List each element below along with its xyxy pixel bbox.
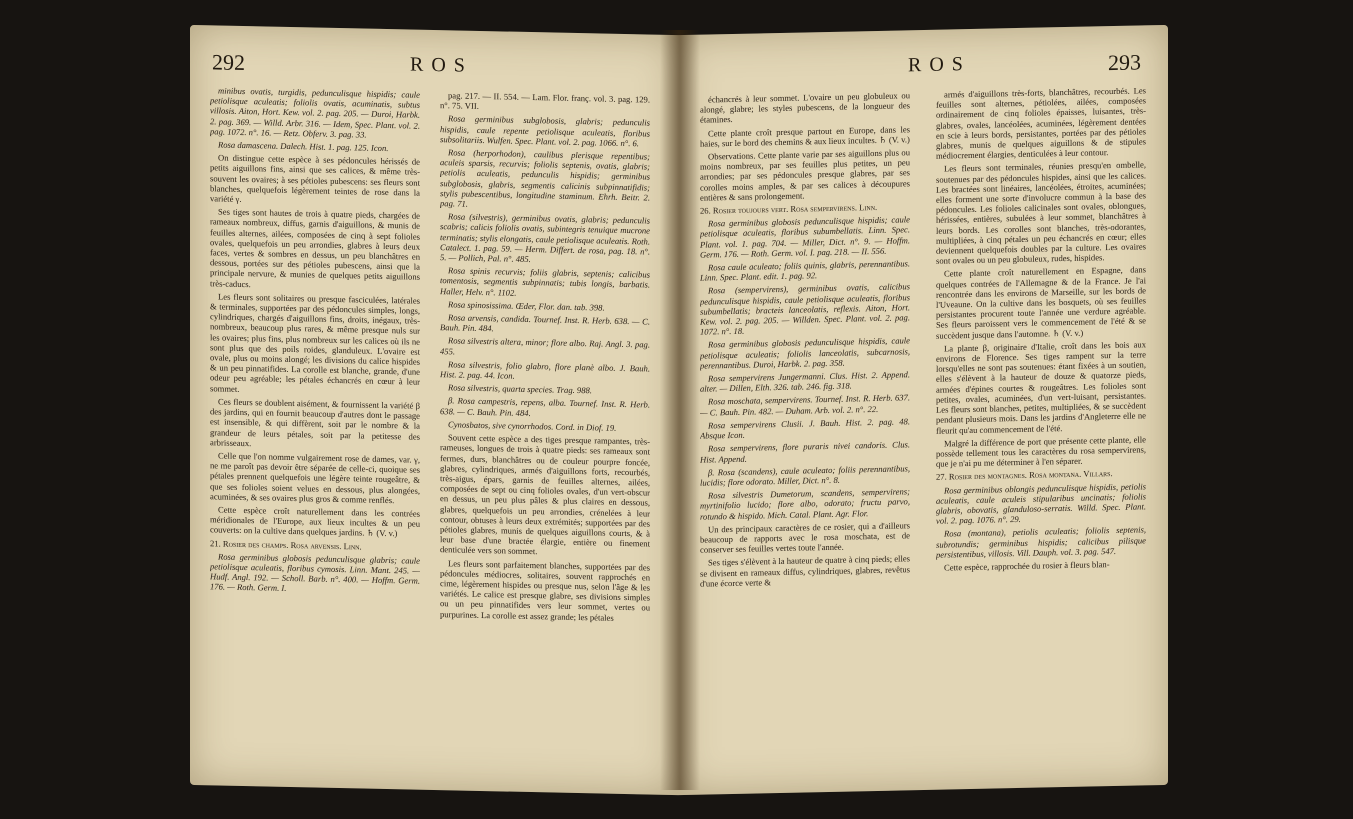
- left-column-2: [440, 90, 650, 784]
- paragraph: La plante β, originaire d'Italie, croît dans les bois aux environs de Florence. Ses tiges rampent sur la terre lorsqu'elles ne sont pas soutenues: étant fixées à un soutien, elles s'élèvent à la hauteur de douze & quatorze pieds, armées d'épines courtes & rougeâtres. Les folioles sont petites, ovales, acuminées, d'un vert-luisant, persistantes. Les fleurs sont blanches, petites, multipliées, & se succèdent pendant plusieurs mois. Dans les jardins d'Angleterre elle ne fleurit qu'au commencement de l'été.: [936, 339, 1146, 436]
- paragraph: Observations. Cette plante varie par ses aiguillons plus ou moins nombreux, par ses feuilles plus petites, un peu arrondies; par ses pédoncules presque glabres, par ses corolles moins amples, & par ses calices à découpures entières & sans prolongement.: [700, 147, 910, 203]
- paragraph: Celle que l'on nomme vulgairement rose de dames, var. γ, ne me paroît pas devoir être séparée de celle-ci, quoique ses pétales prennent quelquefois une légère teinte rougeâtre, & que ses folioles soient velues en dessous, plus alongées, acuminées, & ses ovaires plus gros & comme renflés.: [210, 450, 420, 505]
- paragraph: Rosa germinibus subglobosis, glabris; pedunculis hispidis, caule repente petiolisque aculeatis, floribus subsolitariis. Wulfen. Spec. Plant. vol. 2. pag. 1066. n°. 6.: [440, 113, 650, 149]
- paragraph: Cynosbatos, sive cynorrhodos. Cord. in Diof. 19.: [448, 419, 617, 433]
- paragraph: Rosa germinibus globosis pedunculisque hispidis; caule petiolisque aculeatis, floribus subumbellatis. Linn. Spec. Plant. vol. 1. pag. 704. — Miller, Dict. n°. 9. — Hoffm. Germ. 176. — Roth. Germ. vol. I. pag. 218. — II. 556.: [700, 214, 910, 260]
- left-column-1: [210, 85, 420, 779]
- right-running-head: [678, 45, 1168, 83]
- paragraph: pag. 217. — II. 554. — Lam. Flor. franç. vol. 3. pag. 129. n°. 75. VII.: [440, 90, 650, 112]
- paragraph: Rosa sempervirens, flore puraris nivei candoris. Clus. Hist. Append.: [700, 439, 910, 465]
- right-column-2: [936, 85, 1146, 779]
- entry-heading: 21. Rosier des champs. Rosa arvensis. Linn.: [210, 537, 362, 552]
- paragraph: Rosa silvestris altera, minor; flore albo. Raj. Angl. 3. pag. 455.: [440, 335, 650, 357]
- paragraph: β. Rosa (scandens), caule aculeato; foliis perennantibus, lucidis; flore odorato. Miller, Dict. n°. 8.: [700, 462, 910, 488]
- paragraph: Rosa (herporhodon), caulibus plerisque repentibus; aculeis sparsis, recurvis; foliolis septenis, ovatis, glabris; petiolis aculeatis, pedunculis hispidis; germinibus subglobosis, glabris, segmentis calicinis subpinnatifidis; stylis pubescentibus, longitudine staminum. Ehrh. Beitr. 2. pag. 71.: [440, 147, 650, 209]
- paragraph: échancrés à leur sommet. L'ovaire un peu globuleux ou alongé, glabre; les styles pubescens, de la longueur des étamines.: [700, 90, 910, 126]
- paragraph: Les fleurs sont solitaires ou presque fasciculées, latérales & terminales, supportées par des pédoncules simples, longs, cylindriques, chargés d'aiguillons fins, droits, inégaux, très-nombreux, beaucoup plus rares, & même presque nuls sur les ovaires; plus fins, plus nombreux sur les calices où ils ne sont plus que des poils roides, glanduleux. L'ovaire est ovale, plus ou moins alongé; les divisions du calice hispides & un peu pinnatifides. La corolle est blanche, grande, d'une odeur peu agréable; les pétales échancrés en cœur à leur sommet.: [210, 291, 420, 394]
- entry-heading: 26. Rosier toujours vert. Rosa sempervirens. Linn.: [700, 201, 878, 216]
- right-page: [678, 25, 1168, 795]
- paragraph: Rosa (montana), petiolis aculeatis; foliolis septenis, subrotundis; germinibus hispidis; calicibus pilisque persistentibus, villosis. Vill. Dauph. vol. 3. pag. 547.: [936, 524, 1146, 560]
- paragraph: Rosa germinibus globosis pedunculisque glabris; caule petiolisque aculeatis, floribus cymosis. Linn. Mant. 245. — Hudf. Angl. 192. — Scholl. Barb. n°. 400. — Hoffm. Germ. 176. — Roth. Germ. I.: [210, 551, 420, 594]
- paragraph: Cette plante croît presque partout en Europe, dans les haies, sur le bord des chemins & aux lieux incultes. ♄ (V. v.): [700, 123, 910, 149]
- left-page-number: 292: [212, 49, 245, 76]
- paragraph: Rosa germinibus oblongis pedunculisque hispidis, petiolis aculeatis, caule aculeis stipularibus uncinatis; foliolis glabris, obovatis, glanduloso-serratis. Willd. Spec. Plant. vol. 2. pag. 1076. n°. 29.: [936, 480, 1146, 526]
- paragraph: Rosa silvestris, folio glabro, flore planè albo. J. Bauh. Hist. 2. pag. 44. Icon.: [440, 359, 650, 381]
- paragraph: Cette espèce croît naturellement dans les contrées méridionales de l'Europe, aux lieux incultes & un peu couverts: on la cultive dans quelques jardins. ♄ (V. v.): [210, 504, 420, 539]
- paragraph: Ces fleurs se doublent aisément, & fournissent la variété β des jardins, qui en fournit beaucoup d'autres dont le passage est insensible, & qui diffèrent, soit par le nombre & la grandeur de leurs pétales, soit par la petitesse des arbrisseaux.: [210, 396, 420, 448]
- paragraph: Rosa sempervirens Jungermanni. Clus. Hist. 2. Append. alter. — Dillen, Elth. 326. tab. 246. fig. 318.: [700, 369, 910, 394]
- paragraph: β. Rosa campestris, repens, alba. Tournef. Inst. R. Herb. 638. — C. Bauh. Pin. 484.: [440, 395, 650, 418]
- paragraph: Rosa germinibus globosis pedunculisque hispidis, caule petiolisque aculeatis; foliolis lanceolatis, subcarnosis, perennantibus. Duroi, Harbk. 2. pag. 358.: [700, 335, 910, 371]
- paragraph: Rosa (silvestris), germinibus ovatis, glabris; pedunculis scabris; calicis foliolis ovatis, subintegris tenuique mucrone terminatis; stylis elongatis, caule petiolisque aculeatis. Roth. Catalect. 1. pag. 59. — Herm. Differt. de rosa, pag. 18. n°. 5. — Pollich, Pal. n°. 485.: [440, 211, 650, 265]
- left-header-title: ROS: [410, 53, 473, 77]
- paragraph: Les fleurs sont terminales, réunies presqu'en ombelle, soutenues par des pédoncules hispides, ainsi que les calices. Les bractées sont linéaires, lancéolées, étroites, acuminées; elles forment une sorte d'involucre commun à la base des pédoncules. Les folioles calicinales sont ovales, oblongues, hérissées, entières, subulées à leur sommet, blanchâtres à leurs bords. Les corolles sont blanches, très-odorantes, multipliées, à cinq pétales un peu échancrés en cœur; elles deviennent quelquefois doubles par la culture. Les ovaires sont ovales ou un peu globuleux, rudes, hispides.: [936, 159, 1146, 266]
- entry-heading: 27. Rosier des montagnes. Rosa montana. Villars.: [936, 468, 1113, 483]
- left-page: [190, 25, 678, 795]
- paragraph: Un des principaux caractères de ce rosier, qui a d'ailleurs beaucoup de rapports avec le rosa moschata, est de conserver ses feuilles vertes toute l'année.: [700, 519, 910, 555]
- paragraph: Cette plante croît naturellement en Espagne, dans quelques contrées de l'Allemagne & de la France. Je l'ai rencontrée dans les environs de Marseille, sur les bords de l'Uveaune. On la cultive dans les bosquets, où ses feuilles persistantes procurent toute l'année une verdure agréable. Ses fleurs paroissent vers le commencement de l'été & se succèdent jusque dans l'automne. ♄ (V. v.): [936, 264, 1146, 341]
- paragraph: armés d'aiguillons très-forts, blanchâtres, recourbés. Les feuilles sont alternes, pétiolées, ailées, composées ordinairement de cinq folioles épaisses, luisantes, très-glabres, ovales, lancéolées, acuminées, légèrement dentées en scie à leurs bords, persistantes, portées par des pétioles glabres, munis de quelques aiguillons & de stipules médiocrement élargies, denticulées à leur contour.: [936, 85, 1146, 161]
- paragraph: Ses tiges s'élèvent à la hauteur de quatre à cinq pieds; elles se divisent en rameaux diffus, cylindriques, glabres, revêtus d'une écorce verte &: [700, 553, 910, 589]
- paragraph: Rosa silvestris, quarta species. Trag. 988.: [448, 382, 592, 396]
- right-header-title: ROS: [908, 52, 971, 77]
- paragraph: Les fleurs sont parfaitement blanches, supportées par des pédoncules médiocres, solitaires, souvent rapprochés en cime, légèrement hispides ou presque nus, selon l'âge & les variétés. Le calice est presque glabre, ses divisions simples ou un peu pinnatifides vers leur sommet, vertes ou purpurines. La corolle est assez grande; les pétales: [440, 557, 650, 623]
- paragraph: Rosa sempervirens Clusii. J. Bauh. Hist. 2. pag. 48. Absque Icon.: [700, 416, 910, 441]
- paragraph: Souvent cette espèce a des tiges presque rampantes, très-rameuses, longues de trois à quatre pieds: ses rameaux sont fermes, durs, blanchâtres ou de couleur pourpre foncée, glabres, cylindriques, armés d'aiguillons forts, recourbés, très-aigus, épars, garnis de feuilles alternes, ailées, composées de sept ou cinq folioles ovales, d'un vert-obscur en dessus, un peu plus pâles & plus claires en dessous, glabres, quelquefois un peu arrondies, crénelées à leur contour, obtuses à leurs deux extrémités; supportées par des pétioles glabres, munis de quelques aiguillons courts, & à leur base d'une bractée élargie, entière ou finement denticulée vers son sommet.: [440, 432, 650, 557]
- paragraph: Malgré la différence de port que présente cette plante, elle possède tellement tous les caractères du rosa sempervirens, que je n'ai pu me déterminer à l'en séparer.: [936, 434, 1146, 469]
- paragraph: Rosa caule aculeato; foliis quinis, glabris, perennantibus. Linn. Spec. Plant. edit. 1. pag. 92.: [700, 258, 910, 283]
- paragraph: Rosa silvestris Dumetorum, scandens, sempervirens; myrtinifolio lucido; flore albo, odorato; fructu parvo, rotundo & hispido. Mich. Catal. Plant. Agr. Flor.: [700, 486, 910, 522]
- paragraph: Rosa (sempervirens), germinibus ovatis, calicibus pedunculisque hispidis, caule petiolisque aculeatis, floribus subumbellatis; bracteis lanceolatis, reflexis. Aiton, Hort. Kew. vol. 2. pag. 205. — Willden. Spec. Plant. vol. 2. pag. 1072. n°. 18.: [700, 281, 910, 337]
- paragraph: Ses tiges sont hautes de trois à quatre pieds, chargées de rameaux nombreux, diffus, garnis d'aiguillons, & munis de feuilles alternes, ailées, composées de cinq à sept folioles ovales, quelquefois un peu arrondies, glabres à leurs deux faces, vertes & sombres en dessus, un peu blanchâtres en dessous, portées sur des pétioles pubescens, ainsi que la principale nervure, & munies de quelques petits aiguillons très-caducs.: [210, 206, 420, 289]
- paragraph: Rosa arvensis, candida. Tournef. Inst. R. Herb. 638. — C. Bauh. Pin. 484.: [440, 312, 650, 334]
- paragraph: Rosa damascena. Dalech. Hist. 1. pag. 125. Icon.: [218, 139, 389, 154]
- paragraph: Rosa spinosissima. Œder, Flor. dan. tab. 398.: [448, 299, 605, 313]
- paragraph: On distingue cette espèce à ses pédoncules hérissés de petits aiguillons fins, ainsi que ses calices, & même très-souvent les ovaires; à ses pétioles pubescens: ses fleurs sont blanches, quelquefois légèrement teintes de rose dans la variété γ.: [210, 152, 420, 204]
- paragraph: Rosa moschata, sempervirens. Tournef. Inst. R. Herb. 637. — C. Bauh. Pin. 482. — Duham. Arb. vol. 2. n°. 22.: [700, 392, 910, 418]
- paragraph: minibus ovatis, turgidis, pedunculisque hispidis; caule petiolisque aculeatis; foliolis ovatis, acuminatis, subtus villosis. Aiton, Hort. Kew. vol. 2. pag. 205. — Duroi, Harbk. 2. pag. 369. — Willd. Arbr. 316. — Idem, Spec. Plant. vol. 2. pag. 1072. n°. 16. — Retz. Obferv. 3. pag. 33.: [210, 85, 420, 140]
- right-page-number: 293: [1108, 49, 1141, 76]
- right-column-1: [700, 90, 910, 784]
- paragraph: Rosa spinis recurvis; foliis glabris, septenis; calicibus tomentosis, segmentis subpinnatis; tubis longis, barbatis. Haller, Helv. n°. 1102.: [440, 265, 650, 298]
- paragraph: Cette espèce, rapprochée du rosier à fleurs blan-: [944, 559, 1110, 573]
- left-running-head: [190, 45, 678, 83]
